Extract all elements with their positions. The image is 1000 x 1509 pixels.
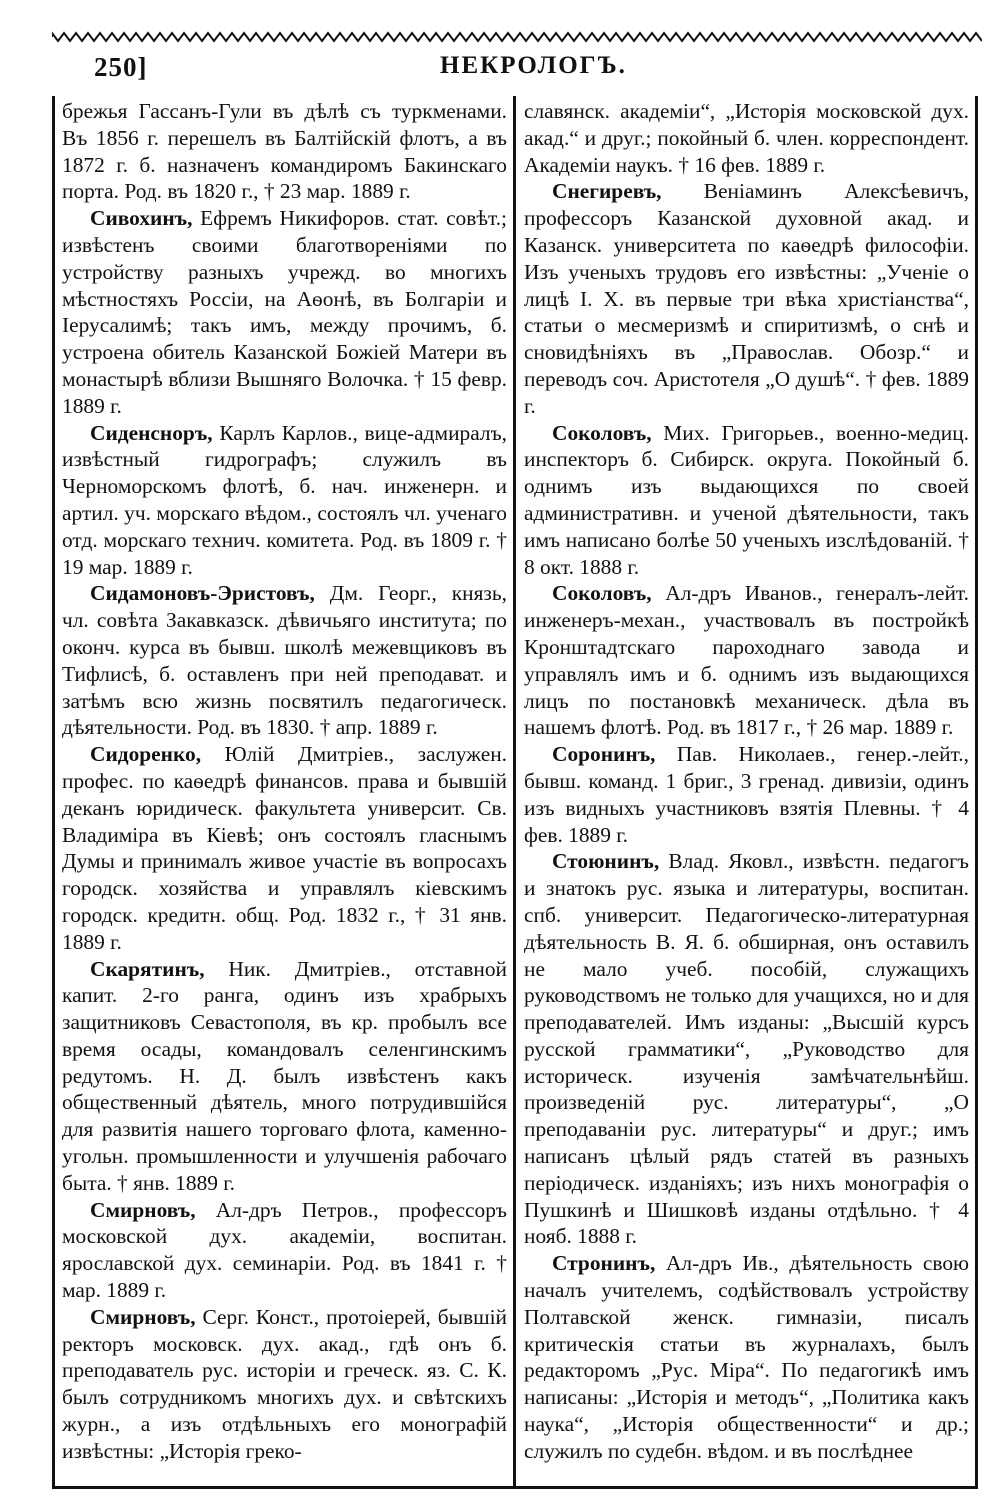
obituary-entry <box>62 741 507 955</box>
obituary-entry <box>524 848 969 1250</box>
obituary-entry <box>524 98 969 178</box>
entry-text: славянск. академіи“, „Исторія московской дух. акад.“ и друг.; покойный б. член. корреспондент. Академіи наукъ. † 16 фев. 1889 г. <box>524 99 969 177</box>
entry-name: Сидоренко, <box>90 742 202 767</box>
obituary-entry <box>62 98 507 205</box>
entry-text: брежья Гассанъ-Гули въ дѣлѣ съ туркменами. Въ 1856 г. перешелъ въ Балтійскій флотъ, а въ 1872 г. б. назначенъ командиромъ Бакинскаго порта. Род. въ 1820 г., † 23 мар. 1889 г. <box>62 99 507 204</box>
obituary-entry <box>62 1304 507 1465</box>
obituary-entry <box>62 420 507 581</box>
entry-name: Сивохинъ, <box>90 206 193 231</box>
wavy-header-rule <box>52 30 982 44</box>
entry-text: Дм. Георг., князь, чл. совѣта Закавказск. дѣвичьяго института; по оконч. курса въ бывш. школѣ межевщиковъ въ Тифлисѣ, б. оставленъ при ней преподават. и затѣмъ всю жизнь посвятилъ педагогическ. дѣятельности. Род. въ 1830. † апр. 1889 г. <box>62 581 507 740</box>
entry-name: Смирновъ, <box>90 1197 196 1222</box>
entry-name: Смирновъ, <box>90 1304 196 1329</box>
entry-name: Соколовъ, <box>552 581 652 606</box>
entry-name: Снегиревъ, <box>552 179 662 204</box>
entry-text: Пав. Николаев., генер.-лейт., бывш. команд. 1 бриг., 3 гренад. дивизіи, одинъ изъ видныхъ участниковъ взятія Плевны. † 4 фев. 1889 г. <box>524 742 969 847</box>
entry-text: Ал-дръ Ив., дѣятельность свою началъ учителемъ, содѣйствовалъ устройству Полтавской женск. гимназіи, писалъ критическія статьи въ журналахъ, былъ редакторомъ „Рус. Міра“. По педагогикѣ имъ написаны: „Исторія и методъ“, „Политика какъ наука“, „Исторія общественности“ и др.; служилъ по судебн. вѣдом. и въ послѣднее <box>524 1251 969 1463</box>
column-divider <box>513 96 516 1489</box>
entry-name: Стоюнинъ, <box>552 849 660 874</box>
entry-text: Влад. Яковл., извѣстн. педагогъ и знатокъ рус. языка и литературы, воспитан. спб. университ. Педагогическо-литературная дѣятельность В. Я. б. обширная, онъ оставилъ не мало учеб. пособій, служащихъ руководствомъ не только для учащихся, но и для преподавателей. Имъ изданы: „Высшій курсъ русской грамматики“, „Руководство для историческ. изученія замѣчательнѣйш. произведеній рус. литературы“, „О преподаваніи рус. литературы“ и друг.; имъ написанъ цѣлый рядъ статей въ разныхъ періодическ. изданіяхъ; изъ нихъ монографія о Пушкинѣ и Шишковѣ изданы отдѣльно. † 4 нояб. 1888 г. <box>524 849 969 1249</box>
obituary-entry <box>524 741 969 848</box>
running-title: НЕКРОЛОГЪ. <box>440 52 627 79</box>
obituary-entry <box>524 178 969 419</box>
page-number: 250] <box>94 52 148 82</box>
obituary-entry <box>524 580 969 741</box>
obituary-entry <box>62 580 507 741</box>
entry-name: Сиденсноръ, <box>90 420 213 445</box>
entry-text: Мих. Григорьев., военно-медиц. инспекторъ б. Сибирск. округа. Покойный б. однимъ изъ выдающихся по своей административн. и ученой дѣятельности, такъ имъ написано болѣе 50 ученыхъ изслѣдованій. † 8 окт. 1888 г. <box>524 420 969 579</box>
entry-text: Юлій Дмитріев., заслужен. профес. по каѳедрѣ финансов. права и бывшій деканъ юридическ. факультета университ. Св. Владиміра въ Кіевѣ; онъ состоялъ гласнымъ Думы и принималъ живое участіе въ вопросахъ городск. хозяйства и управлялъ кіевскимъ городск. кредитн. общ. Род. 1832 г., † 31 янв. 1889 г. <box>62 742 507 954</box>
entry-text: Карлъ Карлов., вице-адмиралъ, извѣстный гидрографъ; служилъ въ Черноморскомъ флотѣ, б. нач. инженерн. и артил. уч. морскаго вѣдом., состоялъ чл. ученаго отд. морскаго технич. комитета. Род. въ 1809 г. † 19 мар. 1889 г. <box>62 420 507 579</box>
entry-name: Сидамоновъ-Эристовъ, <box>90 581 315 606</box>
obituary-entry <box>62 956 507 1197</box>
entry-name: Соколовъ, <box>552 420 652 445</box>
entry-text: Ник. Дмитріев., отставной капит. 2-го ранга, одинъ изъ храбрыхъ защитниковъ Севастополя, въ кр. пробылъ все время осады, командовалъ селенгинскимъ редутомъ. Н. Д. былъ извѣстенъ какъ общественный дѣятель, много потрудившійся для развитія нашего торговаго флота, каменно-угольн. промышленности и улучшенія рабочаго быта. † янв. 1889 г. <box>62 956 507 1195</box>
obituary-entry <box>524 1250 969 1464</box>
left-column <box>62 98 507 1465</box>
obituary-entry <box>524 420 969 581</box>
obituary-entry <box>62 205 507 419</box>
entry-text: Ал-дръ Иванов., генералъ-лейт. инженеръ-механ., участвовалъ въ постройкѣ Кронштадтскаго пароходнаго завода и управлялъ имъ и б. однимъ изъ выдающихся лицъ по постановкѣ механическ. дѣла въ нашемъ флотѣ. Род. въ 1817 г., † 26 мар. 1889 г. <box>524 581 969 740</box>
entry-text: Серг. Конст., протоіерей, бывшій ректоръ московск. дух. акад., гдѣ онъ б. преподаватель рус. исторіи и греческ. яз. С. К. былъ сотрудникомъ многихъ дух. и свѣтскихъ журн., а изъ отдѣльныхъ его монографій извѣстны: „Исторія греко- <box>62 1304 507 1463</box>
obituary-entry <box>62 1197 507 1304</box>
right-column <box>524 98 969 1465</box>
entry-text: Веніаминъ Алексѣевичъ, профессоръ Казанской духовной акад. и Казанск. университета по каѳедрѣ философіи. Изъ ученыхъ трудовъ его извѣстны: „Ученіе о лицѣ І. Х. въ первые три вѣка христіанства“, статьи о месмеризмѣ и спиритизмѣ, о снѣ и сновидѣніяхъ въ „Православ. Обозр.“ и переводъ соч. Аристотеля „О душѣ“. † фев. 1889 г. <box>524 179 969 418</box>
entry-name: Соронинъ, <box>552 742 656 767</box>
entry-text: Ефремъ Никифоров. стат. совѣт.; извѣстенъ своими благотвореніями по устройству разныхъ учрежд. во многихъ мѣстностяхъ Россіи, на Аѳонѣ, въ Болгаріи и Іерусалимѣ; такъ имъ, между прочимъ, б. устроена обитель Казанской Божіей Матери въ монастырѣ вблизи Вышняго Волочка. † 15 февр. 1889 г. <box>62 206 507 418</box>
entry-name: Скарятинъ, <box>90 956 205 981</box>
entry-text: Ал-дръ Петров., профессоръ московской дух. академіи, воспитан. ярославской дух. семинаріи. Род. въ 1841 г. † мар. 1889 г. <box>62 1197 507 1303</box>
entry-name: Стронинъ, <box>552 1251 656 1276</box>
